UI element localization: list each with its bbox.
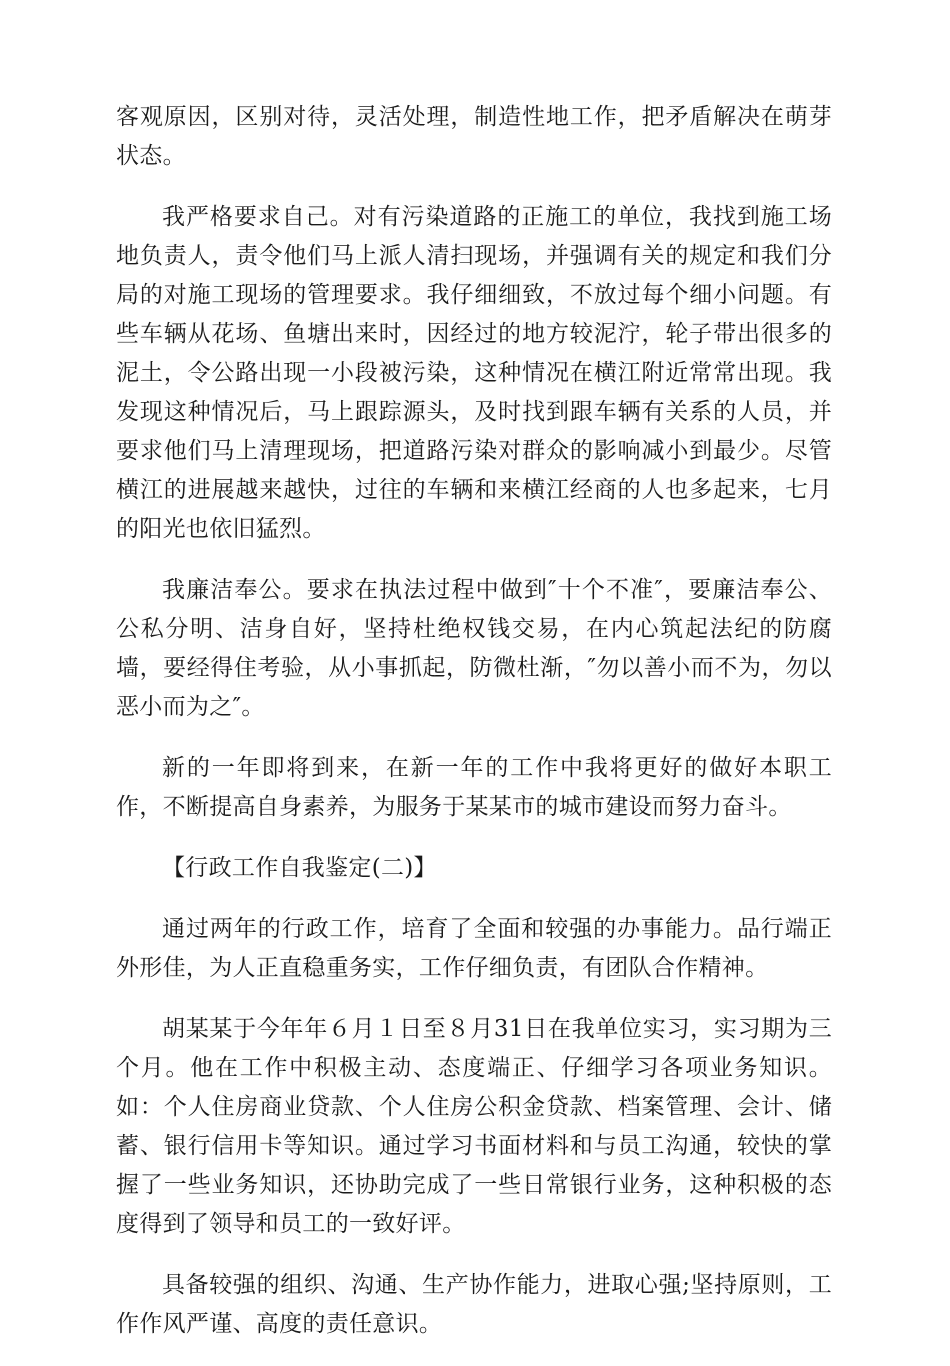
paragraph-strict-requirements: 我严格要求自己。对有污染道路的正施工的单位，我找到施工场地负责人，责令他们马上派人清扫现场，并强调有关的规定和我们分局的对施工现场的管理要求。我仔细细致，不放过每个细小问题。有些车辆从花场、鱼塘出来时，因经过的地方较泥泞，轮子带出很多的泥土，令公路出现一小段被污染，这种情况在横江附近常常出现。我发现这种情况后，马上跟踪源头，及时找到跟车辆有关系的人员，并要求他们马上清理现场，把道路污染对群众的影响减小到最少。尽管横江的进展越来越快，过往的车辆和来横江经商的人也多起来，七月的阳光也依旧猛烈。	[116, 204, 832, 542]
document-body	[116, 98, 832, 1366]
paragraph-new-year: 新的一年即将到来，在新一年的工作中我将更好的做好本职工作，不断提高自身素养，为服务于某某市的城市建设而努力奋斗。	[116, 755, 832, 820]
paragraph-abilities: 具备较强的组织、沟通、生产协作能力，进取心强;坚持原则，工作作风严谨、高度的责任意识。	[116, 1272, 832, 1337]
paragraph-admin-work: 通过两年的行政工作，培育了全面和较强的办事能力。品行端正外形佳，为人正直稳重务实，工作仔细负责，有团队合作精神。	[116, 916, 832, 981]
paragraph-continuation: 客观原因，区别对待，灵活处理，制造性地工作，把矛盾解决在萌芽状态。	[116, 104, 832, 169]
paragraph-internship: 胡某某于今年年６月１日至８月31日在我单位实习，实习期为三个月。他在工作中积极主动、态度端正、仔细学习各项业务知识。如：个人住房商业贷款、个人住房公积金贷款、档案管理、会计、储蓄、银行信用卡等知识。通过学习书面材料和与员工沟通，较快的掌握了一些业务知识，还协助完成了一些日常银行业务，这种积极的态度得到了领导和员工的一致好评。	[116, 1016, 832, 1237]
paragraph-integrity: 我廉洁奉公。要求在执法过程中做到″十个不准″，要廉洁奉公、公私分明、洁身自好，坚持杜绝权钱交易，在内心筑起法纪的防腐墙，要经得住考验，从小事抓起，防微杜渐，″勿以善小而不为，勿以恶小而为之″。	[116, 577, 832, 720]
section-heading: 【行政工作自我鉴定(二)】	[162, 855, 437, 881]
